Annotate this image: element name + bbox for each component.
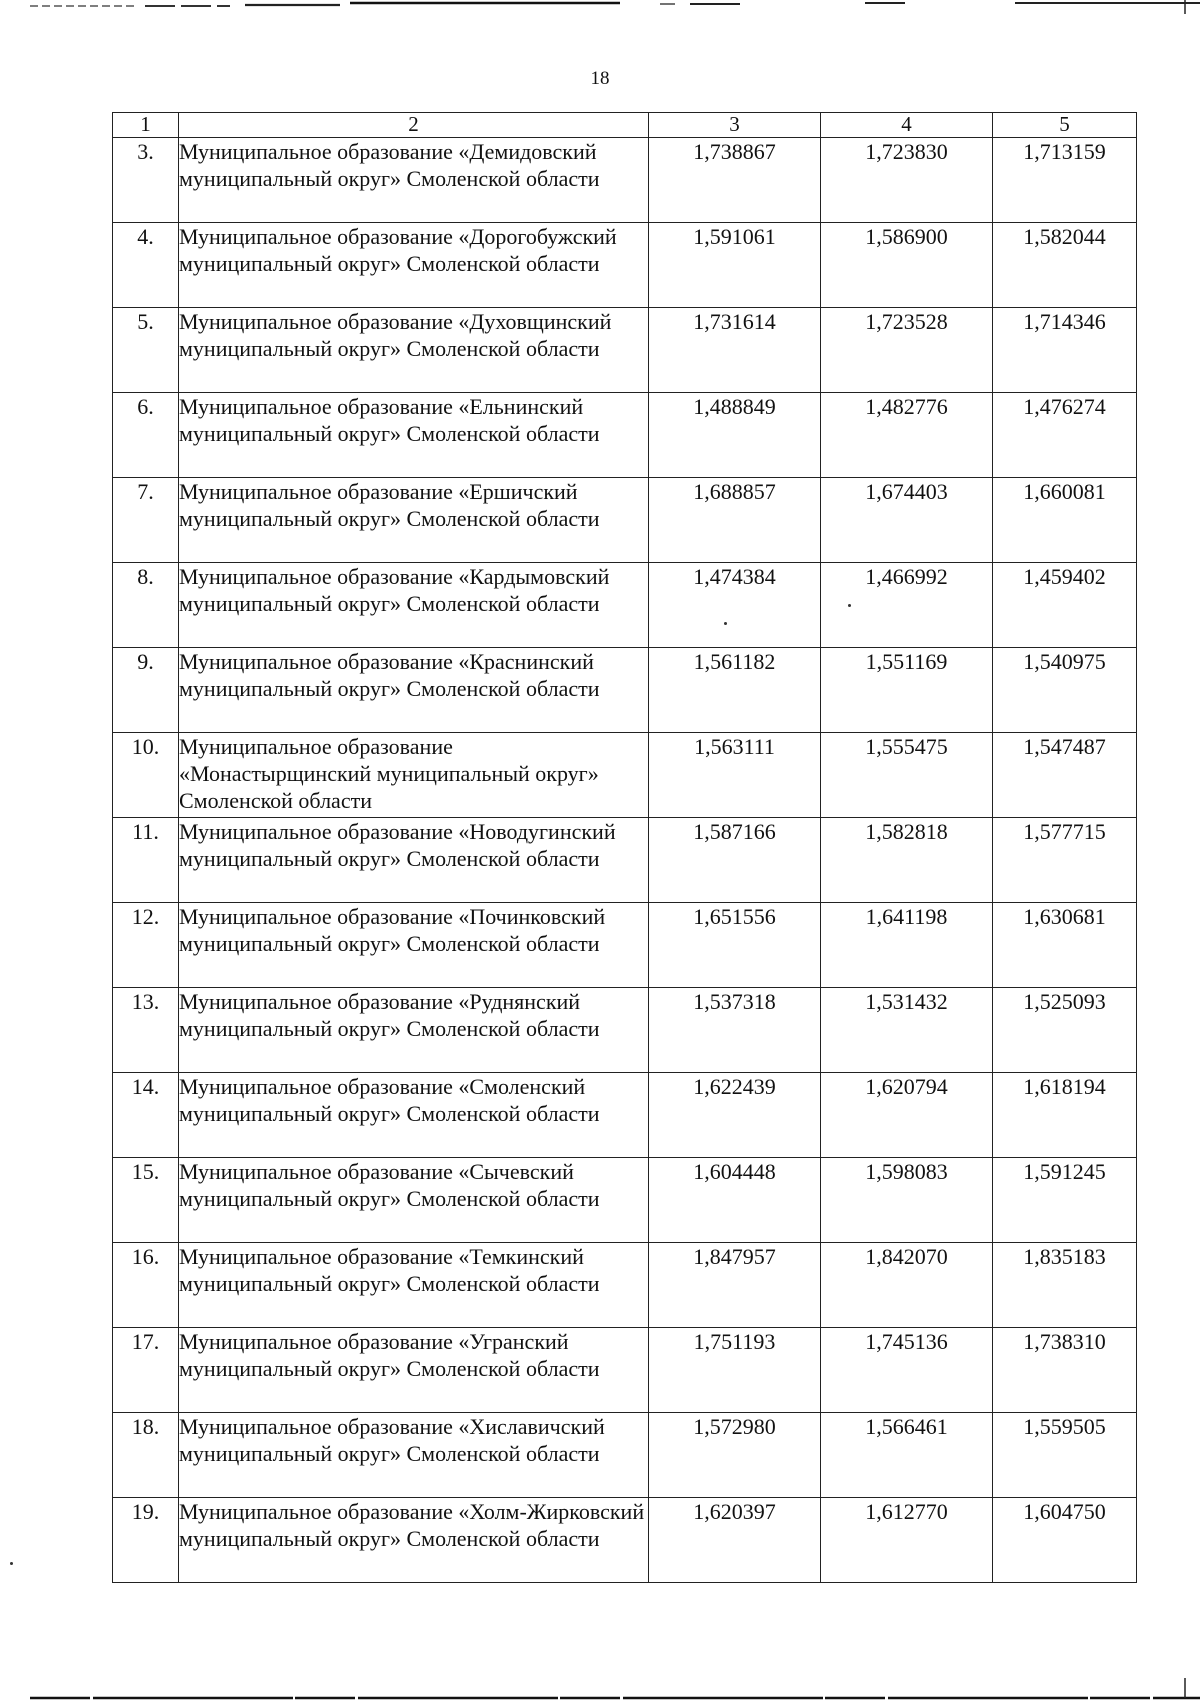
value-col-4: 1,531432 (821, 988, 993, 1073)
value-col-3: 1,587166 (649, 818, 821, 903)
value-col-4: 1,466992 (821, 563, 993, 648)
value-col-5: 1,630681 (993, 903, 1137, 988)
row-number: 15. (113, 1158, 179, 1243)
value-col-4: 1,598083 (821, 1158, 993, 1243)
value-col-3: 1,561182 (649, 648, 821, 733)
value-col-3: 1,488849 (649, 393, 821, 478)
table-row (113, 478, 1137, 563)
municipality-name: Муниципальное образование «Ельнинский муниципальный округ» Смоленской области (179, 393, 649, 478)
page-number: 18 (590, 68, 610, 89)
row-number: 17. (113, 1328, 179, 1413)
value-col-3: 1,731614 (649, 308, 821, 393)
value-col-3: 1,537318 (649, 988, 821, 1073)
value-col-4: 1,723830 (821, 138, 993, 223)
table-row (113, 648, 1137, 733)
row-number: 5. (113, 308, 179, 393)
value-col-5: 1,582044 (993, 223, 1137, 308)
column-header: 3 (649, 113, 821, 138)
municipality-name: Муниципальное образование «Хиславичский муниципальный округ» Смоленской области (179, 1413, 649, 1498)
row-number: 4. (113, 223, 179, 308)
municipality-name: Муниципальное образование «Починковский муниципальный округ» Смоленской области (179, 903, 649, 988)
municipality-name: Муниципальное образование «Монастырщинский муниципальный округ» Смоленской области (179, 733, 649, 818)
value-col-5: 1,618194 (993, 1073, 1137, 1158)
row-number: 11. (113, 818, 179, 903)
value-col-3: 1,651556 (649, 903, 821, 988)
row-number: 14. (113, 1073, 179, 1158)
table-row (113, 818, 1137, 903)
row-number: 19. (113, 1498, 179, 1583)
municipality-name: Муниципальное образование «Ершичский муниципальный округ» Смоленской области (179, 478, 649, 563)
value-col-4: 1,566461 (821, 1413, 993, 1498)
value-col-5: 1,540975 (993, 648, 1137, 733)
scan-edge-top (0, 0, 1200, 14)
value-col-4: 1,641198 (821, 903, 993, 988)
table-row (113, 1158, 1137, 1243)
value-col-3: 1,572980 (649, 1413, 821, 1498)
municipality-name: Муниципальное образование «Кардымовский муниципальный округ» Смоленской области (179, 563, 649, 648)
table-row (113, 1413, 1137, 1498)
value-col-4: 1,582818 (821, 818, 993, 903)
value-col-5: 1,591245 (993, 1158, 1137, 1243)
value-col-3: 1,738867 (649, 138, 821, 223)
value-col-4: 1,745136 (821, 1328, 993, 1413)
value-col-4: 1,674403 (821, 478, 993, 563)
table-row (113, 1498, 1137, 1583)
table-row (113, 1328, 1137, 1413)
value-col-3: 1,474384 (649, 563, 821, 648)
data-table (112, 112, 1137, 1583)
column-header: 1 (113, 113, 179, 138)
row-number: 12. (113, 903, 179, 988)
value-col-4: 1,482776 (821, 393, 993, 478)
table-row (113, 308, 1137, 393)
table-row (113, 223, 1137, 308)
table-row (113, 1073, 1137, 1158)
column-header: 4 (821, 113, 993, 138)
municipality-name: Муниципальное образование «Темкинский муниципальный округ» Смоленской области (179, 1243, 649, 1328)
value-col-5: 1,459402 (993, 563, 1137, 648)
table-body (113, 138, 1137, 1583)
value-col-3: 1,604448 (649, 1158, 821, 1243)
row-number: 18. (113, 1413, 179, 1498)
value-col-4: 1,612770 (821, 1498, 993, 1583)
table-row (113, 903, 1137, 988)
row-number: 10. (113, 733, 179, 818)
value-col-5: 1,577715 (993, 818, 1137, 903)
value-col-5: 1,714346 (993, 308, 1137, 393)
row-number: 7. (113, 478, 179, 563)
value-col-5: 1,525093 (993, 988, 1137, 1073)
value-col-5: 1,738310 (993, 1328, 1137, 1413)
value-col-4: 1,842070 (821, 1243, 993, 1328)
municipality-name: Муниципальное образование «Краснинский муниципальный округ» Смоленской области (179, 648, 649, 733)
municipality-name: Муниципальное образование «Сычевский муниципальный округ» Смоленской области (179, 1158, 649, 1243)
value-col-5: 1,660081 (993, 478, 1137, 563)
value-col-5: 1,835183 (993, 1243, 1137, 1328)
stray-mark (10, 1562, 13, 1565)
table-row (113, 563, 1137, 648)
value-col-5: 1,604750 (993, 1498, 1137, 1583)
value-col-5: 1,547487 (993, 733, 1137, 818)
row-number: 16. (113, 1243, 179, 1328)
stray-mark (724, 622, 727, 625)
table-header-row (113, 113, 1137, 138)
value-col-3: 1,751193 (649, 1328, 821, 1413)
value-col-4: 1,555475 (821, 733, 993, 818)
municipality-name: Муниципальное образование «Демидовский муниципальный округ» Смоленской области (179, 138, 649, 223)
table-row (113, 733, 1137, 818)
value-col-5: 1,713159 (993, 138, 1137, 223)
value-col-4: 1,551169 (821, 648, 993, 733)
row-number: 9. (113, 648, 179, 733)
value-col-4: 1,723528 (821, 308, 993, 393)
table-row (113, 393, 1137, 478)
value-col-3: 1,847957 (649, 1243, 821, 1328)
municipality-name: Муниципальное образование «Дорогобужский муниципальный округ» Смоленской области (179, 223, 649, 308)
scan-edge-bottom (0, 1678, 1200, 1702)
column-header: 2 (179, 113, 649, 138)
municipality-name: Муниципальное образование «Руднянский муниципальный округ» Смоленской области (179, 988, 649, 1073)
value-col-3: 1,620397 (649, 1498, 821, 1583)
row-number: 6. (113, 393, 179, 478)
row-number: 13. (113, 988, 179, 1073)
value-col-3: 1,622439 (649, 1073, 821, 1158)
table-row (113, 138, 1137, 223)
value-col-3: 1,563111 (649, 733, 821, 818)
value-col-5: 1,476274 (993, 393, 1137, 478)
value-col-3: 1,688857 (649, 478, 821, 563)
table-row (113, 1243, 1137, 1328)
stray-mark (848, 604, 851, 607)
table-row (113, 988, 1137, 1073)
municipality-name: Муниципальное образование «Духовщинский муниципальный округ» Смоленской области (179, 308, 649, 393)
column-header: 5 (993, 113, 1137, 138)
municipality-name: Муниципальное образование «Холм-Жирковский муниципальный округ» Смоленской области (179, 1498, 649, 1583)
value-col-3: 1,591061 (649, 223, 821, 308)
municipality-name: Муниципальное образование «Угранский муниципальный округ» Смоленской области (179, 1328, 649, 1413)
value-col-5: 1,559505 (993, 1413, 1137, 1498)
value-col-4: 1,586900 (821, 223, 993, 308)
value-col-4: 1,620794 (821, 1073, 993, 1158)
row-number: 8. (113, 563, 179, 648)
row-number: 3. (113, 138, 179, 223)
municipality-name: Муниципальное образование «Новодугинский муниципальный округ» Смоленской области (179, 818, 649, 903)
municipality-name: Муниципальное образование «Смоленский муниципальный округ» Смоленской области (179, 1073, 649, 1158)
